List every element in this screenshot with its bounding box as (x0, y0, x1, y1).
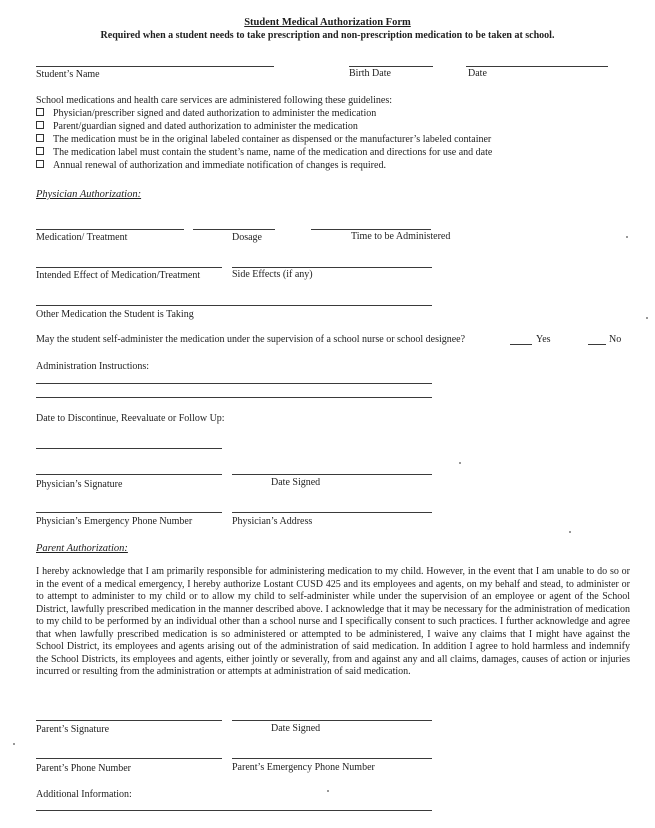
instructions-line-1[interactable] (36, 383, 432, 384)
guideline-item: Annual renewal of authorization and immediate notification of changes is required. (36, 160, 386, 172)
parent-authorization-statement: I hereby acknowledge that I am primarily responsible for administering medication to my child. However, in the event that I am unable to do so or in the event of a medical emergency, I hereby authorize Lostant CUSD 425 and its employees and agents, on my behalf and stead, to administer or to attempt to administer to my child or to allow my child to self-administer while under the supervision of an employee or agent of the School District, lawfully prescribed medication in the manner described above. I acknowledge that it may be necessary for the administration of medication to my child to be performed by an individual other than a school nurse and I specifically consent to such practices. I further acknowledge and agree that when lawfully prescribed medication is so administered or attempted to be administered, I waive any claims that I might have against the School District, its employees and agents arising out of the administration of said medication. In addition I agree to hold harmless and indemnify the School Districts, its employees and agents, either jointly or severally, from and against any and all claims, damages, causes of action or injuries incurred or resulting from the administration or attempts at administration of said medication. (36, 566, 630, 677)
self-administer-question: May the student self-administer the medication under the supervision of a school nurse or school designee? (36, 334, 466, 345)
checkbox-icon (36, 134, 44, 142)
other-medication-line[interactable] (36, 305, 432, 306)
administration-instructions-label: Administration Instructions: (36, 361, 150, 372)
no-answer-line[interactable] (588, 344, 606, 345)
checkbox-icon (36, 121, 44, 129)
form-subtitle: Required when a student needs to take prescription and non-prescription medication to be taken at school. (100, 30, 555, 41)
guideline-item: The medication must be in the original labeled container as dispensed or the manufacturer’s labeled container (36, 134, 491, 146)
side-effects-line[interactable] (232, 267, 432, 268)
parent-emergency-phone-label: Parent’s Emergency Phone Number (232, 762, 375, 773)
date-label: Date (468, 68, 487, 79)
physician-emergency-phone-line[interactable] (36, 512, 222, 513)
instructions-line-2[interactable] (36, 397, 432, 398)
no-label: No (609, 334, 622, 345)
side-effects-label: Side Effects (if any) (232, 269, 313, 280)
physician-emergency-phone-label: Physician’s Emergency Phone Number (36, 516, 193, 527)
parent-signature-label: Parent’s Signature (36, 724, 110, 735)
time-label: Time to be Administered (351, 231, 451, 242)
guideline-item: The medication label must contain the student’s name, name of the medication and directions for use and date (36, 147, 492, 159)
physician-date-signed-line[interactable] (232, 474, 432, 475)
student-name-label: Student’s Name (36, 69, 100, 80)
guidelines-intro: School medications and health care services are administered following these guidelines: (36, 95, 392, 106)
birth-date-label: Birth Date (349, 68, 391, 79)
date-line[interactable] (466, 66, 608, 67)
other-medication-label: Other Medication the Student is Taking (36, 309, 194, 320)
checkbox-icon (36, 160, 44, 168)
scan-speck (569, 531, 571, 533)
guideline-item: Parent/guardian signed and dated authorization to administer the medication (36, 121, 358, 133)
checkbox-icon (36, 147, 44, 155)
time-line[interactable] (311, 229, 431, 230)
medication-label: Medication/ Treatment (36, 232, 128, 243)
intended-effect-line[interactable] (36, 267, 222, 268)
dosage-line[interactable] (193, 229, 275, 230)
parent-signature-line[interactable] (36, 720, 222, 721)
physician-address-label: Physician’s Address (232, 516, 313, 527)
additional-information-line[interactable] (36, 810, 432, 811)
parent-date-signed-label: Date Signed (271, 723, 321, 734)
physician-address-line[interactable] (232, 512, 432, 513)
scan-speck (459, 462, 461, 464)
scan-speck (13, 743, 15, 745)
additional-information-label: Additional Information: (36, 789, 132, 800)
physician-signature-label: Physician’s Signature (36, 479, 123, 490)
physician-signature-line[interactable] (36, 474, 222, 475)
physician-section-heading: Physician Authorization: (36, 189, 142, 200)
parent-section-heading: Parent Authorization: (36, 543, 128, 554)
birth-date-line[interactable] (349, 66, 433, 67)
intended-effect-label: Intended Effect of Medication/Treatment (36, 270, 201, 281)
scan-speck (646, 317, 648, 319)
discontinue-label: Date to Discontinue, Reevaluate or Follow Up: (36, 413, 225, 424)
discontinue-line[interactable] (36, 448, 222, 449)
scan-speck (626, 236, 628, 238)
parent-date-signed-line[interactable] (232, 720, 432, 721)
medication-line[interactable] (36, 229, 184, 230)
parent-emergency-phone-line[interactable] (232, 758, 432, 759)
parent-phone-label: Parent’s Phone Number (36, 763, 131, 774)
yes-answer-line[interactable] (510, 344, 532, 345)
checkbox-icon (36, 108, 44, 116)
scan-speck (327, 790, 329, 792)
physician-date-signed-label: Date Signed (271, 477, 321, 488)
yes-label: Yes (536, 334, 551, 345)
dosage-label: Dosage (232, 232, 262, 243)
guideline-item: Physician/prescriber signed and dated authorization to administer the medication (36, 108, 376, 120)
student-name-line[interactable] (36, 66, 274, 67)
form-title: Student Medical Authorization Form (244, 17, 411, 28)
parent-phone-line[interactable] (36, 758, 222, 759)
